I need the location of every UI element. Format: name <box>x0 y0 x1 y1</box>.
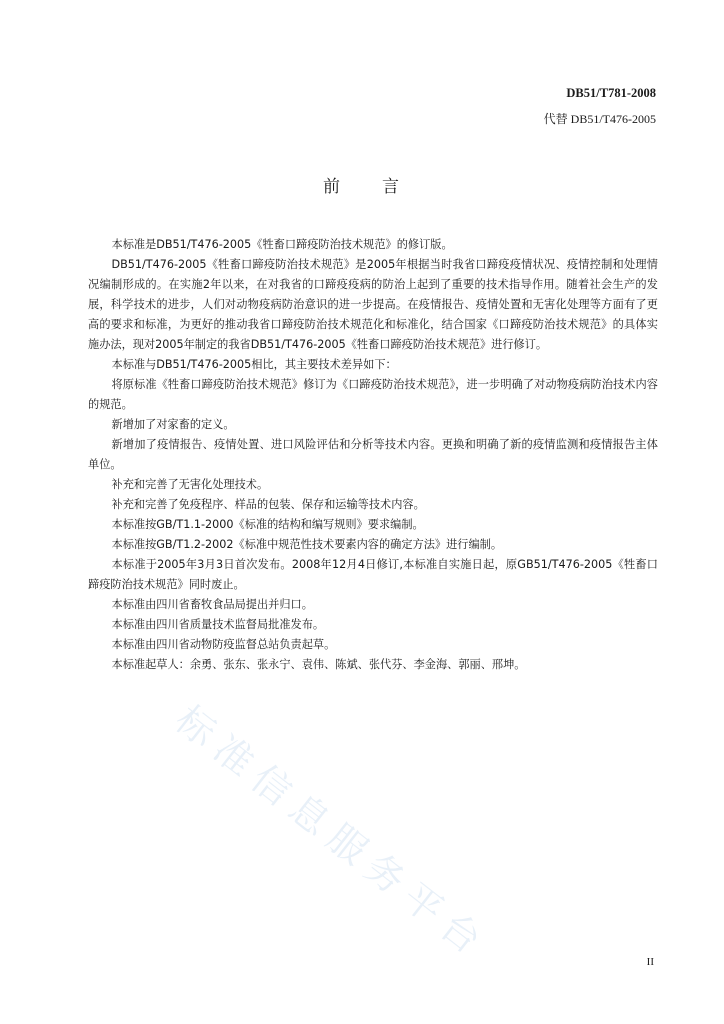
paragraph: 本标准于2005年3月3日首次发布。2008年12月4日修订,本标准自实施日起，原GB51/T476-2005《牲畜口蹄疫防治技术规范》同时废止。 <box>88 558 658 591</box>
paragraph: 将原标准《牲畜口蹄疫防治技术规范》修订为《口蹄疫防治技术规范》，进一步明确了对动物疫病防治技术内容的规范。 <box>88 378 658 411</box>
paragraph: 新增加了疫情报告、疫情处置、进口风险评估和分析等技术内容。更换和明确了新的疫情监测和疫情报告主体单位。 <box>88 438 658 471</box>
paragraph: 本标准起草人：余勇、张东、张永宁、袁伟、陈斌、张代芬、李金海、郭丽、邢坤。 <box>111 658 526 671</box>
paragraph: 本标准由四川省质量技术监督局批准发布。 <box>111 618 325 631</box>
paragraph: DB51/T476-2005《牲畜口蹄疫防治技术规范》是2005年根据当时我省口蹄疫疫情状况、疫情控制和处理情况编制形成的。在实施2年以来，在对我省的口蹄疫疫病的防治上起到了重要的技术指导作用。随着社会生产的发展，科学技术的进步，人们对动物疫病防治意识的进一步提高。在疫情报告、疫情处置和无害化处理等方面有了更高的要求和标准，为更好的推动我省口蹄疫防治技术规范化和标准化，结合国家《口蹄疫防治技术规范》的具体实施办法，现对2005年制定的我省DB51/T476-2005《牲畜口蹄疫防治技术规范》进行修订。 <box>88 258 658 351</box>
title-char-2: 言 <box>382 177 401 197</box>
paragraph: 补充和完善了免疫程序、样品的包装、保存和运输等技术内容。 <box>111 498 425 511</box>
paragraph: 本标准是DB51/T476-2005《牲畜口蹄疫防治技术规范》的修订版。 <box>111 238 453 251</box>
paragraph: 本标准由四川省畜牧食品局提出并归口。 <box>111 598 313 611</box>
standard-code: DB51/T781-2008 <box>566 86 656 100</box>
page-title <box>0 172 724 197</box>
paragraph: 新增加了对家畜的定义。 <box>111 418 235 431</box>
paragraph: 本标准与DB51/T476-2005相比，其主要技术差异如下： <box>111 358 397 371</box>
replaces-standard: 代替 DB51/T476-2005 <box>543 112 656 126</box>
foreword-body <box>88 235 658 675</box>
watermark: 标准信息服务平台 <box>167 697 498 969</box>
page-number: II <box>646 956 654 968</box>
paragraph: 补充和完善了无害化处理技术。 <box>111 478 269 491</box>
paragraph: 本标准由四川省动物防疫监督总站负责起草。 <box>111 638 336 651</box>
paragraph: 本标准按GB/T1.2-2002《标准中规范性技术要素内容的确定方法》进行编制。 <box>111 538 503 551</box>
paragraph: 本标准按GB/T1.1-2000《标准的结构和编写规则》要求编制。 <box>111 518 424 531</box>
title-char-1: 前 <box>323 177 342 197</box>
